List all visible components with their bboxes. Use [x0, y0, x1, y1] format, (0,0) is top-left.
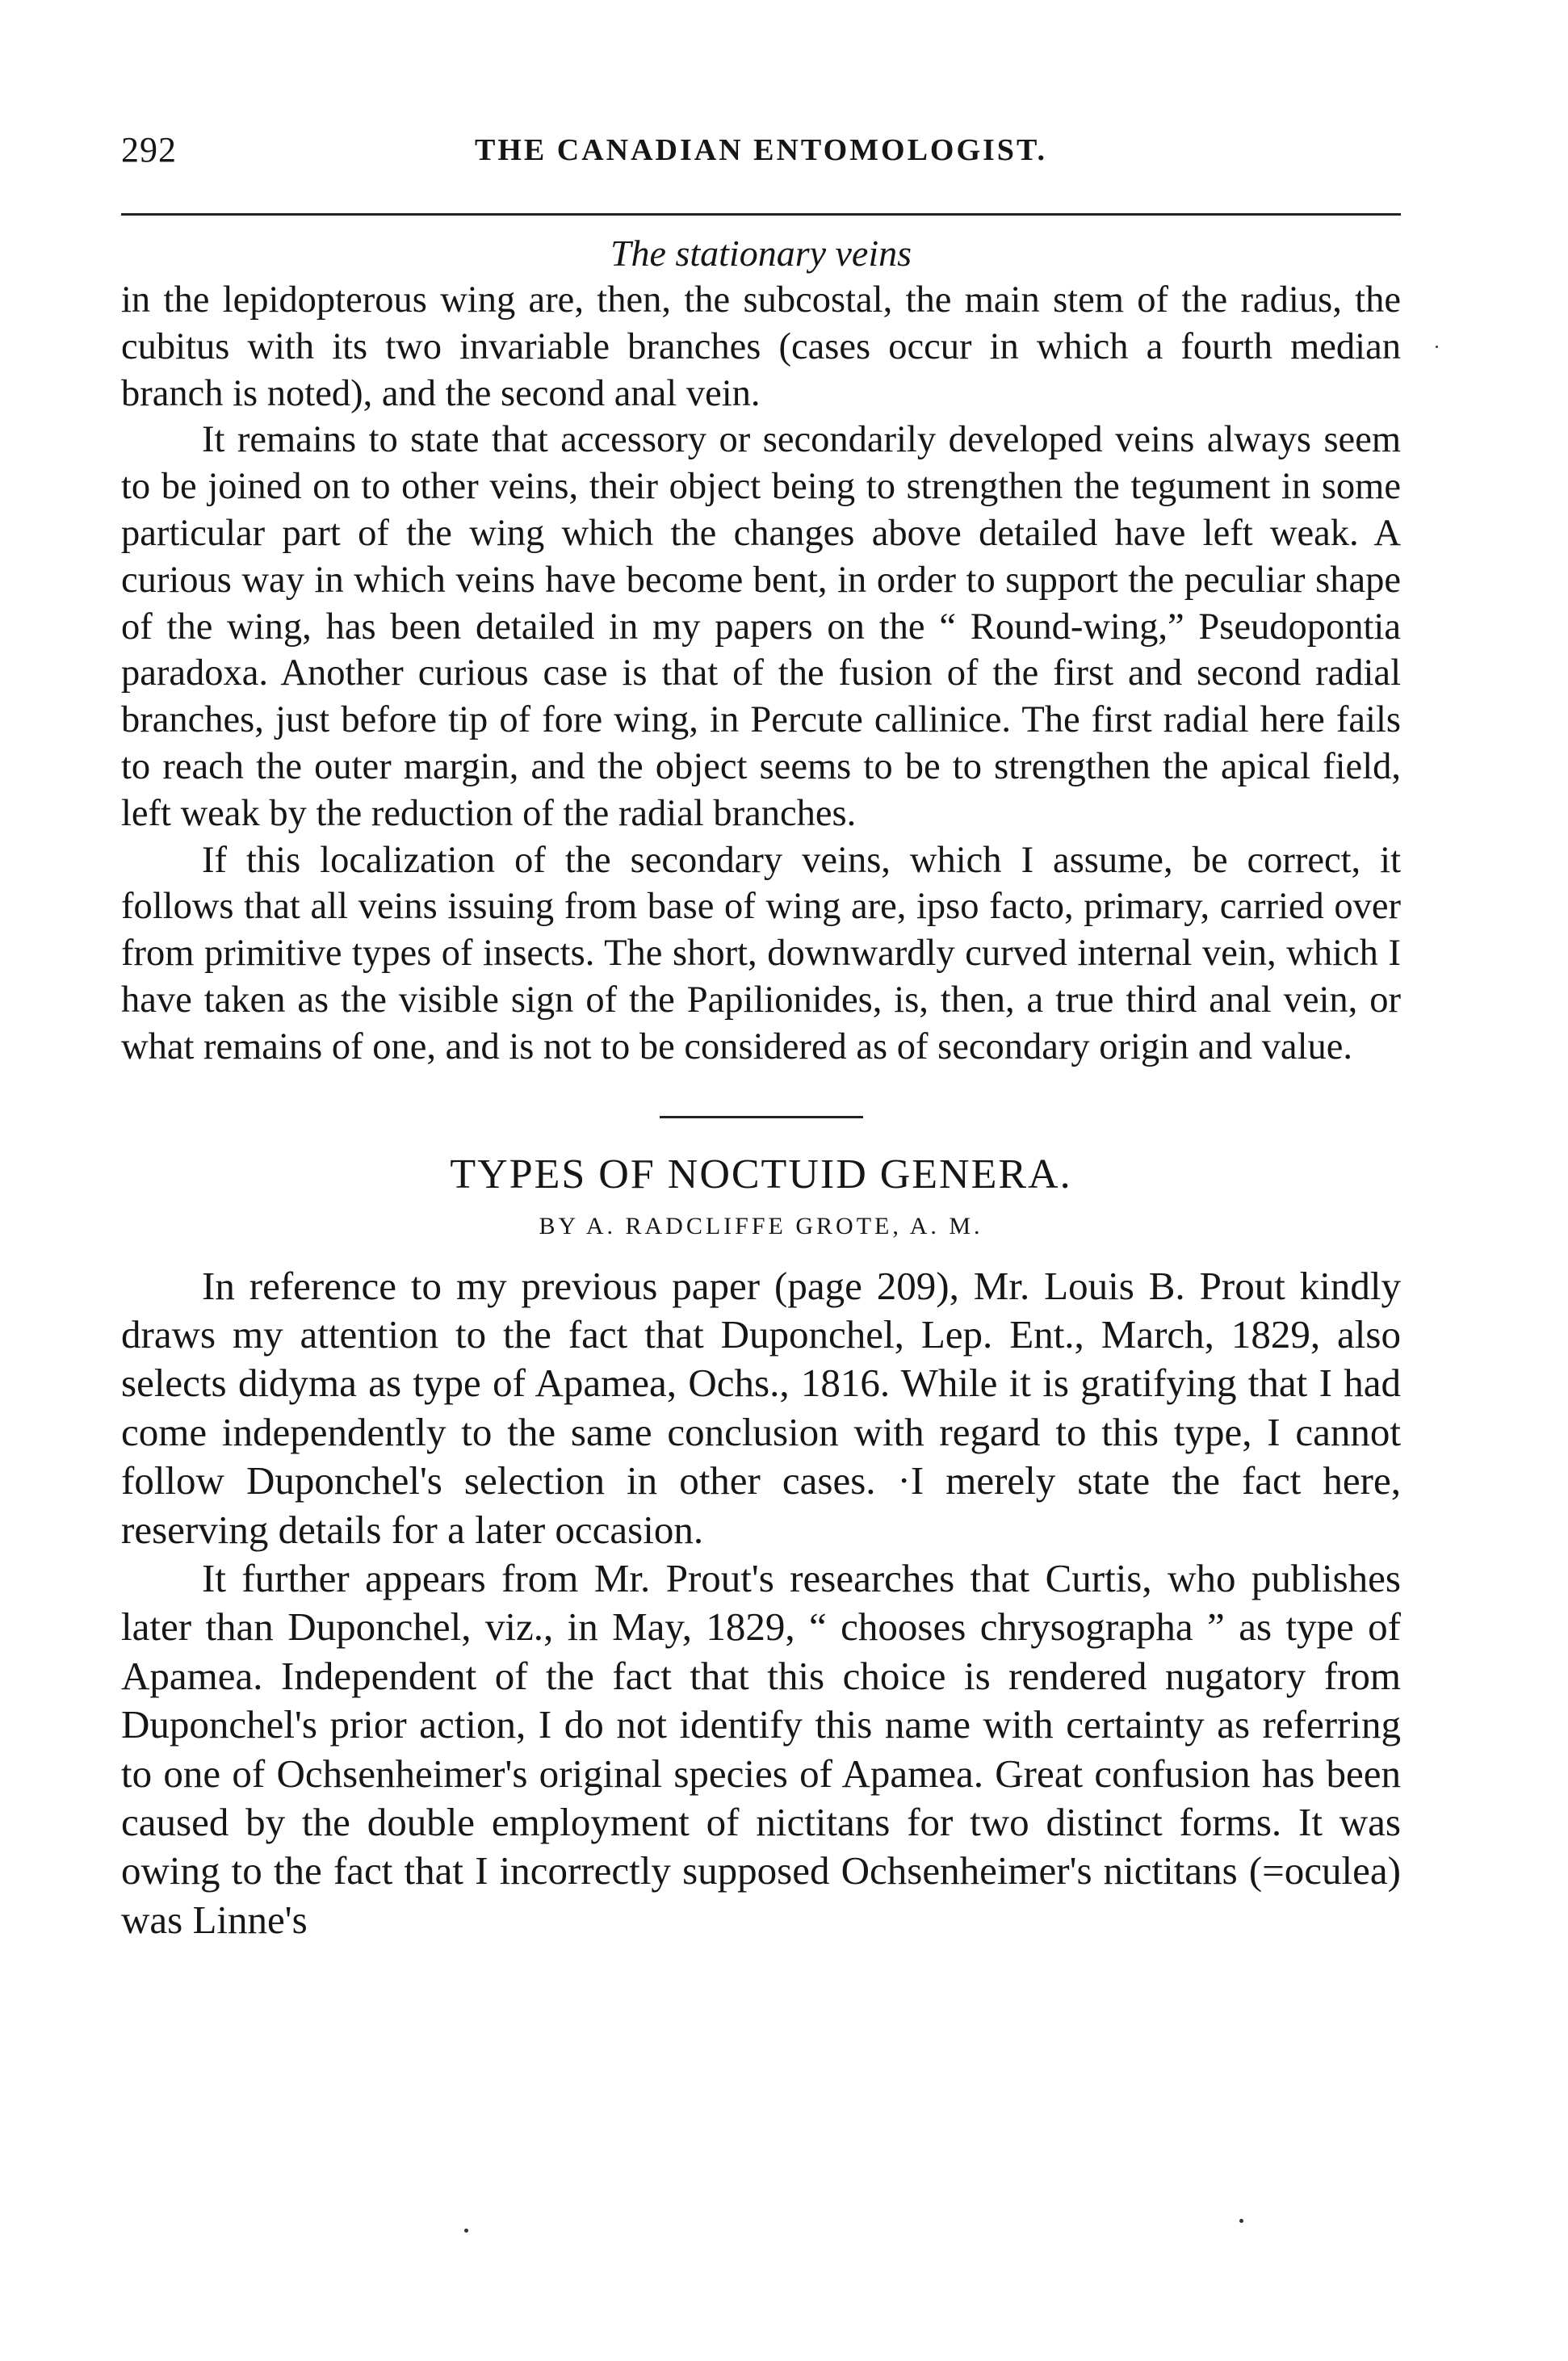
paragraph: If this localization of the secondary veins, which I assume, be correct, it follows that all veins issuing from base of wing are, ipso facto, primary, carried over from primitive types of insects. The short, downwardly curved internal vein, which I have taken as the visible sign of the Papilionides, is, then, a true third anal vein, or what remains of one, and is not to be considered as of secondary origin and value. — [121, 839, 1401, 1067]
italic-heading: The stationary veins — [610, 233, 912, 274]
paragraph: in the lepidopterous wing are, then, the subcostal, the main stem of the radius, the cubitus with its two invariable branches (cases occur in which a fourth median branch is noted), and the second anal vein. — [121, 279, 1401, 414]
print-speck — [1239, 2219, 1243, 2223]
paragraph: It remains to state that accessory or secondarily developed veins always seem to be joined on to other veins, their object being to strengthen the tegument in some particular part of the wing which the changes above detailed have left weak. A curious way in which veins have become bent, in order to support the peculiar shape of the wing, has been detailed in my papers on the “ Round-wing,” Pseudopontia paradoxa. Another curious case is that of the fusion of the first and second radial branches, just before tip of fore wing, in Percute callinice. The first radial here fails to reach the outer margin, and the object seems to be to strengthen the apical field, left weak by the reduction of the radial branches. — [121, 419, 1401, 834]
page — [121, 121, 1401, 1944]
journal-title: THE CANADIAN ENTOMOLOGIST. — [475, 133, 1047, 167]
header-rule — [121, 213, 1401, 216]
page-number: 292 — [121, 130, 177, 170]
article-body-1 — [121, 277, 1401, 1071]
print-speck — [1436, 346, 1438, 348]
article-title: TYPES OF NOCTUID GENERA. — [450, 1151, 1072, 1197]
article-body-2 — [121, 1262, 1401, 1945]
article-byline: BY A. RADCLIFFE GROTE, A. M. — [539, 1212, 983, 1239]
running-head — [121, 121, 1401, 178]
print-speck — [464, 2229, 468, 2233]
section-divider — [660, 1116, 863, 1118]
paragraph: It further appears from Mr. Prout's researches that Curtis, who publishes later than Duponchel, viz., in May, 1829, “ chooses chrysographa ” as type of Apamea. Independent of the fact that this choice is rendered nugatory from Duponchel's prior action, I do not identify this name with certainty as referring to one of Ochsenheimer's original species of Apamea. Great confusion has been caused by the double employment of nictitans for two distinct forms. It was owing to the fact that I incorrectly supposed Ochsenheimer's nictitans (=oculea) was Linne's — [121, 1555, 1401, 1942]
paragraph: In reference to my previous paper (page 209), Mr. Louis B. Prout kindly draws my attention to the fact that Duponchel, Lep. Ent., March, 1829, also selects didyma as type of Apamea, Ochs., 1816. While it is gratifying that I had come independently to the same conclusion with regard to this type, I cannot follow Duponchel's selection in other cases. ·I merely state the fact here, reserving details for a later occasion. — [121, 1263, 1401, 1552]
